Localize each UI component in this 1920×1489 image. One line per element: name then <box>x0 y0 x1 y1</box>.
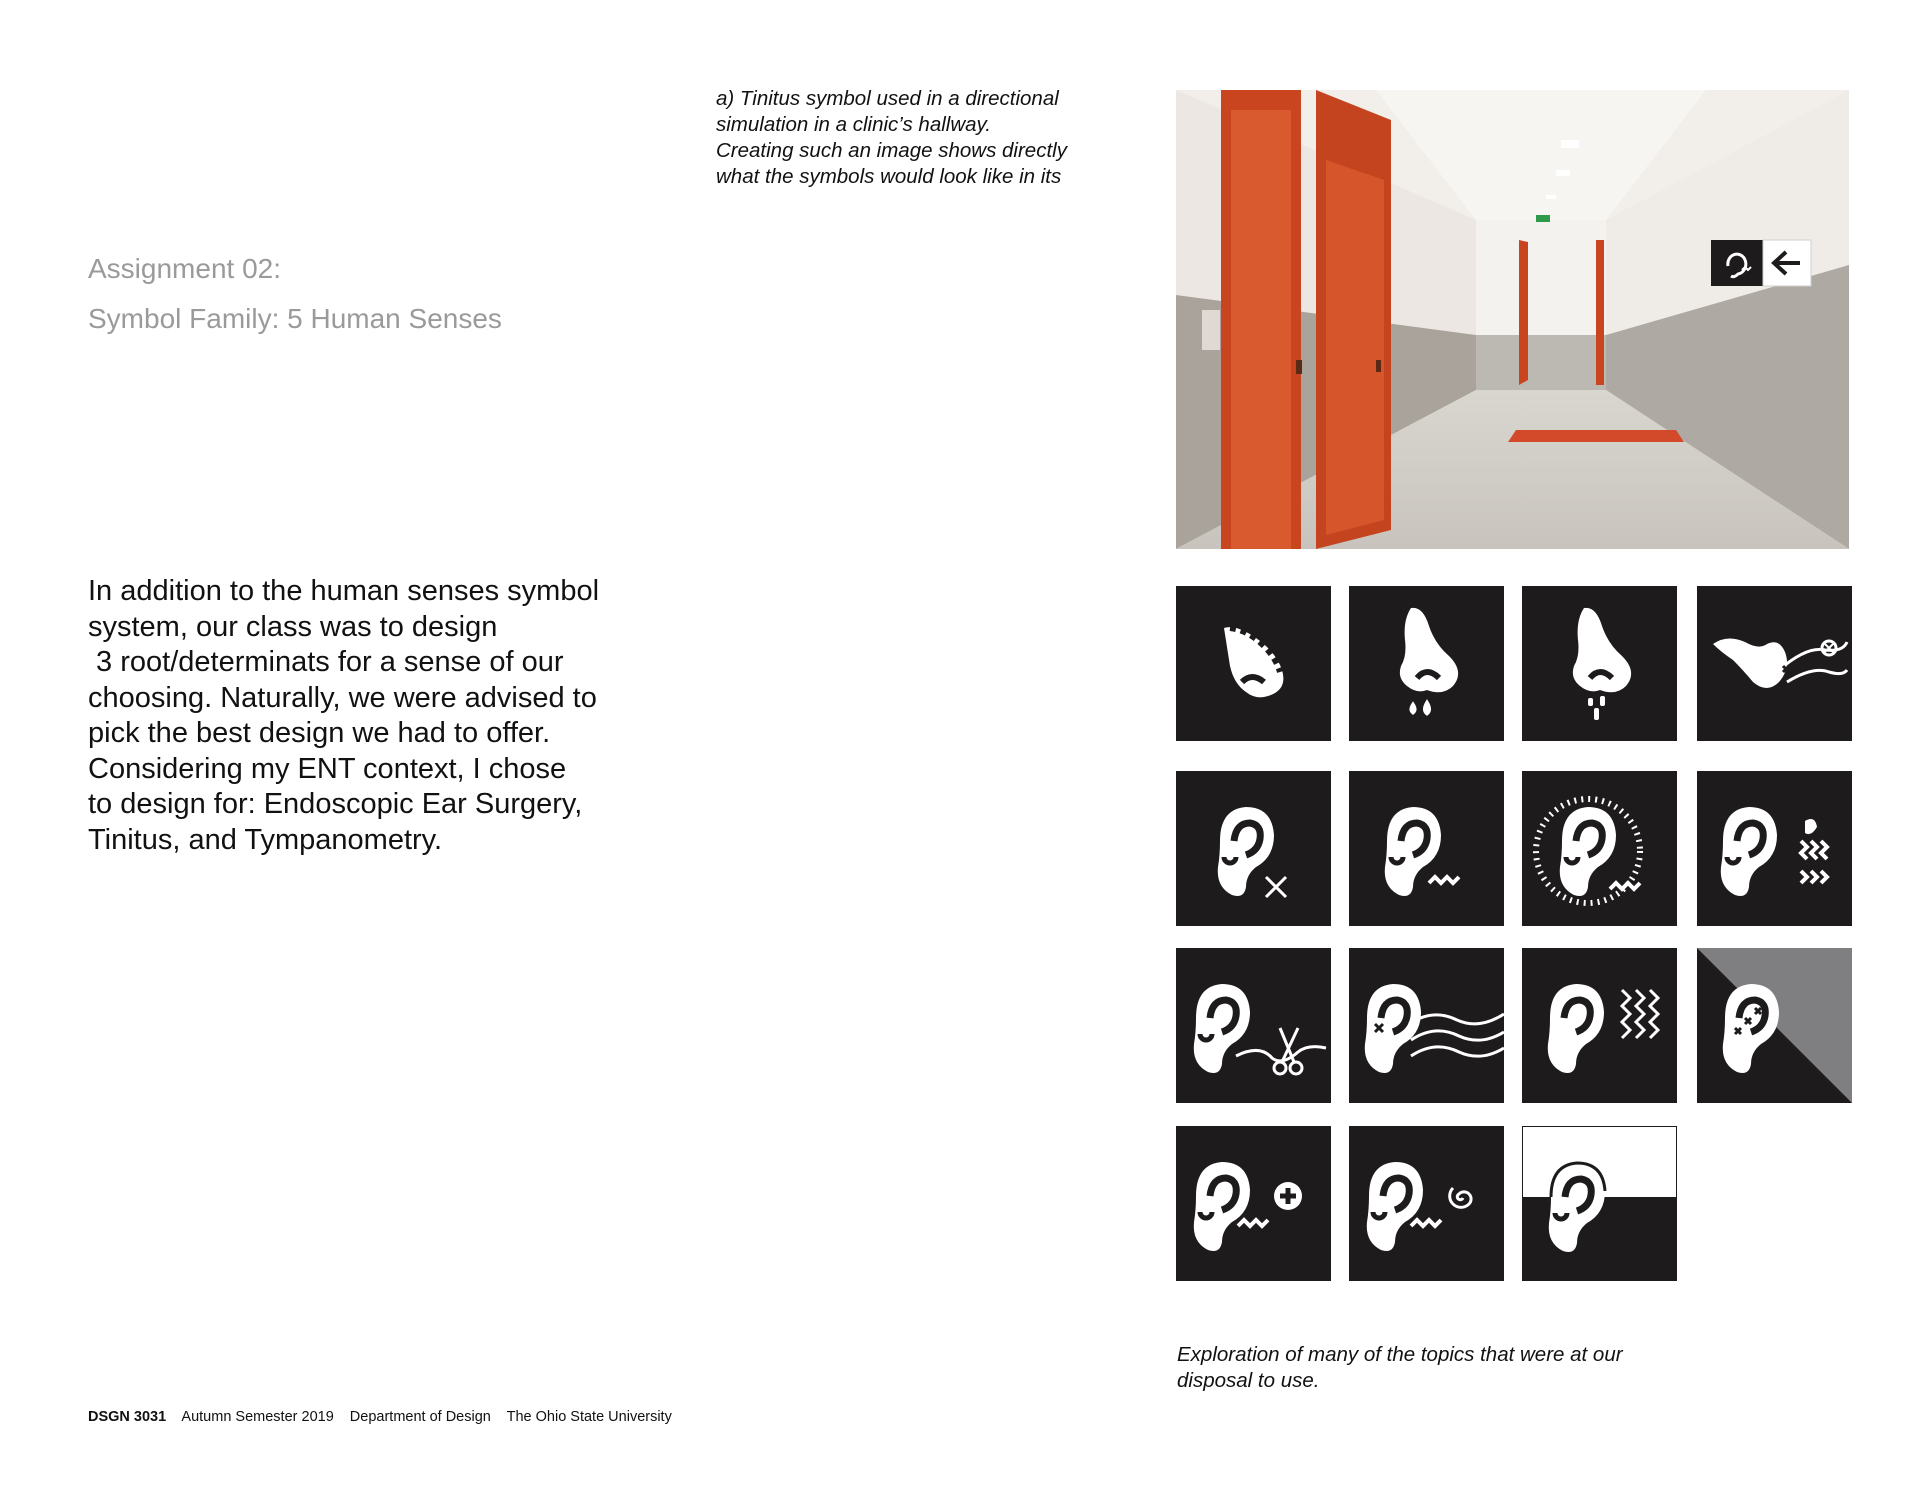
hallway-photo <box>1176 90 1849 549</box>
ear-ring-wave-symbol <box>1522 771 1677 926</box>
nose-icon <box>1522 586 1677 741</box>
nose-icon <box>1349 586 1504 741</box>
ear-icon <box>1697 948 1852 1103</box>
nose-pills-symbol <box>1522 586 1677 741</box>
body-line: Tinitus, and Tympanometry. <box>88 823 443 856</box>
ear-icon <box>1349 948 1504 1103</box>
body-line: to design for: Endoscopic Ear Surgery, <box>88 788 583 820</box>
nose-drip-symbol <box>1349 586 1504 741</box>
body-line: 3 root/determinats for a sense of our <box>88 646 564 678</box>
tongue-symbol <box>1697 586 1852 741</box>
ear-diagonal-symbol <box>1697 948 1852 1103</box>
caption-line: simulation in a clinic’s hallway. <box>716 113 991 136</box>
ear-icon <box>1176 948 1331 1103</box>
ear-x-symbol <box>1176 771 1331 926</box>
course-code: DSGN 3031 <box>88 1409 167 1425</box>
caption-line: Exploration of many of the topics that were at our <box>1177 1343 1623 1366</box>
body-line: Considering my ENT context, I chose <box>88 752 567 785</box>
department: Department of Design <box>349 1409 491 1425</box>
caption-line: Creating such an image shows directly <box>716 139 1067 162</box>
body-line: In addition to the human senses symbol <box>88 575 600 607</box>
ear-waves-x-symbol <box>1349 948 1504 1103</box>
body-paragraph <box>88 574 688 858</box>
body-line: system, our class was to design <box>88 610 498 643</box>
title-line-1: Assignment 02: <box>88 253 281 284</box>
ear-icon <box>1522 948 1677 1103</box>
ear-sound-symbol <box>1697 771 1852 926</box>
tongue-icon <box>1697 586 1852 741</box>
ear-wave-symbol <box>1349 771 1504 926</box>
ear-icon <box>1349 771 1504 926</box>
university: The Ohio State University <box>506 1409 672 1425</box>
body-line: choosing. Naturally, we were advised to <box>88 681 597 714</box>
caption-line: disposal to use. <box>1177 1369 1320 1392</box>
grid-caption <box>1177 1342 1697 1394</box>
semester: Autumn Semester 2019 <box>181 1409 334 1425</box>
ear-plus-symbol <box>1176 1126 1331 1281</box>
ear-icon <box>1176 771 1331 926</box>
footer <box>88 1409 684 1425</box>
nose-icon <box>1176 586 1331 741</box>
ear-icon <box>1522 771 1677 926</box>
ear-icon <box>1176 1126 1331 1281</box>
hallway-illustration <box>1176 90 1849 549</box>
ear-icon <box>1349 1126 1504 1281</box>
nose-dotted-symbol <box>1176 586 1331 741</box>
caption-line: a) Tinitus symbol used in a directional <box>716 87 1059 110</box>
caption-line: what the symbols would look like in its <box>716 165 1062 188</box>
ear-icon <box>1523 1127 1677 1281</box>
photo-caption <box>716 86 1136 190</box>
assignment-title <box>88 244 502 344</box>
ear-scissors-symbol <box>1176 948 1331 1103</box>
ear-icon <box>1697 771 1852 926</box>
body-line: pick the best design we had to offer. <box>88 717 551 749</box>
title-line-2: Symbol Family: 5 Human Senses <box>88 303 502 334</box>
ear-zigzag-symbol <box>1522 948 1677 1103</box>
ear-spiral-symbol <box>1349 1126 1504 1281</box>
ear-split-symbol <box>1522 1126 1677 1281</box>
